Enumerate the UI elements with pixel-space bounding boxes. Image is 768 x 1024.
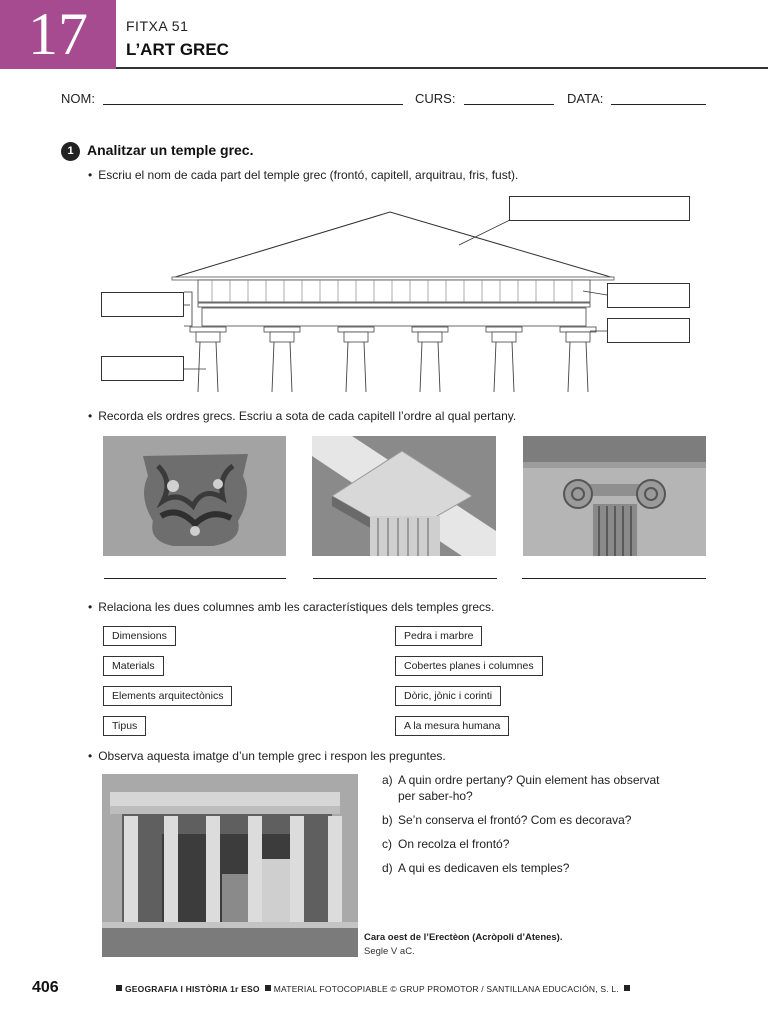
bullet-relate: • Relaciona les dues columnes amb les característiques dels temples grecs.	[88, 600, 494, 614]
corinthian-capital-image	[103, 436, 286, 556]
pediment-answer-box[interactable]	[509, 196, 690, 221]
order-answer-line-2[interactable]	[313, 578, 497, 579]
question-d-text: A qui es dedicaven els temples?	[398, 861, 570, 875]
match-right-orders[interactable]: Dòric, jònic i corinti	[395, 686, 501, 706]
activity-number-badge: 1	[61, 142, 80, 161]
course-field[interactable]	[464, 104, 554, 105]
footer-book: GEOGRAFIA I HISTÒRIA 1r ESO	[125, 984, 260, 994]
unit-number: 17	[28, 1, 88, 67]
question-a-text: A quin ordre pertany? Quin element has observat per saber-ho?	[398, 773, 660, 803]
bullet-observe: • Observa aquesta imatge d’un temple grec i respon les preguntes.	[88, 749, 446, 763]
date-field[interactable]	[611, 104, 706, 105]
frieze-answer-box[interactable]	[101, 292, 184, 317]
sheet-label: FITXA 51	[126, 18, 189, 34]
footer-square-icon	[116, 985, 122, 991]
question-b	[382, 812, 682, 828]
right-lower-answer-box[interactable]	[607, 318, 690, 343]
question-b-letter: b)	[382, 813, 393, 827]
footer-square-icon	[624, 985, 630, 991]
header-rule	[116, 67, 768, 69]
right-upper-answer-box[interactable]	[607, 283, 690, 308]
date-label: DATA:	[567, 91, 604, 106]
match-left-tipus[interactable]: Tipus	[103, 716, 146, 736]
match-left-dimensions[interactable]: Dimensions	[103, 626, 176, 646]
question-d	[382, 860, 682, 876]
ionic-volute-capital-photo	[523, 436, 706, 556]
activity-title: Analitzar un temple grec.	[87, 142, 254, 158]
match-left-elements[interactable]: Elements arquitectònics	[103, 686, 232, 706]
footer	[116, 984, 633, 994]
corinthian-capital-photo	[103, 436, 286, 556]
volute-capital-image	[523, 436, 706, 556]
question-c-letter: c)	[382, 837, 392, 851]
ionic-capital-image	[312, 436, 496, 556]
photo-caption-title: Cara oest de l’Erectèon (Acròpoli d’Atenes).	[364, 932, 563, 943]
match-left-materials[interactable]: Materials	[103, 656, 164, 676]
page-number: 406	[32, 979, 59, 996]
bullet-orders: • Recorda els ordres grecs. Escriu a sota de cada capitell l’ordre al qual pertany.	[88, 409, 516, 423]
match-right-roofs[interactable]: Cobertes planes i columnes	[395, 656, 543, 676]
footer-rights: MATERIAL FOTOCOPIABLE © GRUP PROMOTOR / SANTILLANA EDUCACIÓN, S. L.	[273, 984, 619, 994]
question-c-text: On recolza el frontó?	[398, 837, 510, 851]
match-right-stone[interactable]: Pedra i marbre	[395, 626, 482, 646]
photo-caption-subtitle: Segle V aC.	[364, 946, 415, 957]
order-answer-line-3[interactable]	[522, 578, 706, 579]
question-a	[382, 772, 682, 804]
shaft-answer-box[interactable]	[101, 356, 184, 381]
architrave-shape	[202, 308, 586, 326]
pediment-shape	[172, 212, 614, 278]
erechtheion-image	[102, 774, 358, 957]
course-label: CURS:	[415, 91, 456, 106]
question-a-letter: a)	[382, 773, 393, 787]
ionic-capital-photo	[312, 436, 496, 556]
page-title: L’ART GREC	[126, 40, 229, 59]
question-d-letter: d)	[382, 861, 393, 875]
name-label: NOM:	[61, 91, 95, 106]
match-right-human-scale[interactable]: A la mesura humana	[395, 716, 509, 736]
footer-square-icon	[265, 985, 271, 991]
question-b-text: Se’n conserva el frontó? Com es decorava?	[398, 813, 632, 827]
name-field[interactable]	[103, 104, 403, 105]
bullet-temple-parts: • Escriu el nom de cada part del temple grec (frontó, capitell, arquitrau, fris, fust).	[88, 168, 518, 182]
erechtheion-photo	[102, 774, 358, 957]
frieze-shape	[198, 280, 590, 302]
order-answer-line-1[interactable]	[104, 578, 286, 579]
question-c	[382, 836, 682, 852]
